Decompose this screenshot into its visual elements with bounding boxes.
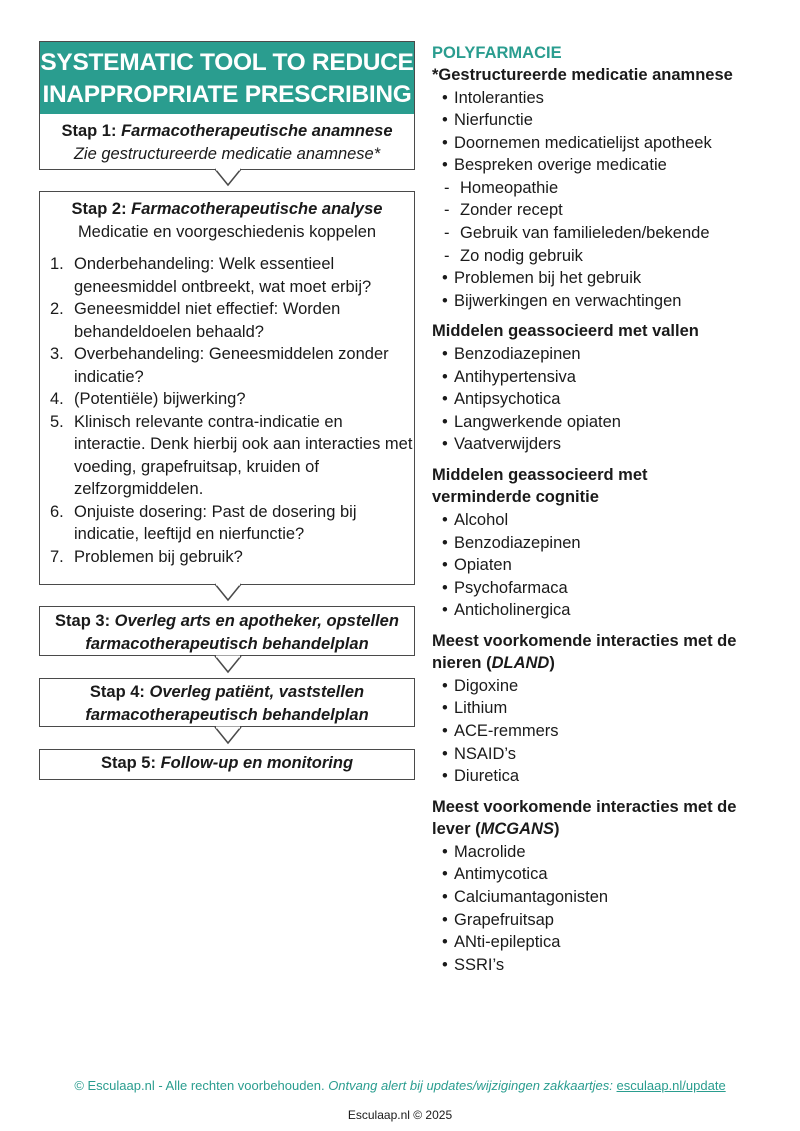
rights-text: © Esculaap.nl - Alle rechten voorbehouden. [74,1078,325,1093]
analysis-checklist [40,253,414,568]
step-5-label: Stap 5: [100,754,156,772]
step-5-title: Follow-up en monitoring [160,754,354,772]
step-4-title-line1: Overleg patiënt, vaststellen [149,683,365,701]
checklist-item: 7. Problemen bij gebruik? [50,547,243,566]
list-item: • Langwerkende opiaten [442,412,621,431]
list-item: • Bijwerkingen en verwachtingen [442,291,682,310]
lever-list [432,841,782,977]
sub-list-item: - Gebruik van familieleden/bekende [444,224,710,243]
sub-list-item: - Zo nodig gebruik [444,246,583,265]
step-4-box [39,678,415,727]
polyfarmacie-panel [432,42,782,976]
step-5-box [39,749,415,780]
step-4-title-line2: farmacotherapeutisch behandelplan [85,705,369,724]
section-label: POLYFARMACIE [432,44,562,62]
checklist-item: 3. Overbehandeling: Geneesmiddelen zonder indicatie? [50,345,389,386]
update-link[interactable]: esculaap.nl/update [616,1078,726,1093]
copyright: Esculaap.nl © 2025 [347,1108,453,1122]
step-2-title: Farmacotherapeutische analyse [131,200,383,218]
cognitie-list [432,509,782,622]
mcgans-acronym: MCGANS [480,820,554,839]
list-item: • Antihypertensiva [442,367,576,386]
list-item: • Calciumantagonisten [442,888,609,907]
cognitie-heading: Middelen geassocieerd met verminderde cognitie [432,465,648,507]
list-item: • Vaatverwijders [442,435,561,454]
nieren-list [432,675,782,788]
step-2-label: Stap 2: [71,200,127,218]
anamnese-list [432,87,782,313]
list-item: • NSAID’s [442,744,517,763]
list-item: • Doornemen medicatielijst apotheek [442,133,712,152]
list-item: • Lithium [442,699,508,718]
step-1-title: Farmacotherapeutische anamnese [121,122,393,140]
list-item: • Benzodiazepinen [442,344,581,363]
step-3-label: Stap 3: [55,612,111,630]
list-item: • Antimycotica [442,865,548,884]
alert-text: Ontvang alert bij updates/wijzigingen zakkaartjes: [328,1078,613,1093]
step-3-box [39,606,415,656]
list-item: • Psychofarmaca [442,578,568,597]
list-item: • Problemen bij het gebruik [442,269,642,288]
sub-list-item: - Homeopathie [444,178,559,197]
checklist-item: 6. Onjuiste dosering: Past de dosering bij indicatie, leeftijd en nierfunctie? [50,502,357,543]
list-item: • Nierfunctie [442,111,533,130]
tool-title [39,41,415,115]
list-item: • Antipsychotica [442,390,561,409]
list-item: • Digoxine [442,676,519,695]
checklist-item: 5. Klinisch relevante contra-indicatie en interactie. Denk hierbij ook aan interacties met voeding, grapefruitsap, kruiden of zelfzorgmiddelen. [50,412,413,498]
checklist-item: 4. (Potentiële) bijwerking? [50,390,246,408]
step-3-title-line2: farmacotherapeutisch behandelplan [85,634,369,653]
list-item: • Macrolide [442,842,526,861]
checklist-item: 2. Geneesmiddel niet effectief: Worden behandeldoelen behaald? [50,300,341,341]
list-item: • Grapefruitsap [442,910,554,929]
list-item: • ACE-remmers [442,722,559,741]
checklist-item: 1. Onderbehandeling: Welk essentieel geneesmiddel ontbreekt, wat moet erbij? [50,255,372,296]
sub-list-item: - Zonder recept [444,201,563,220]
tool-title-line2: INAPPROPRIATE PRESCRIBING [42,81,412,108]
step-2-subtitle: Medicatie en voorgeschiedenis koppelen [77,222,377,241]
footer [0,1077,800,1095]
list-item: • Intoleranties [442,88,544,107]
anamnese-heading: *Gestructureerde medicatie anamnese [432,66,733,84]
list-item: • Bespreken overige medicatie [442,156,667,175]
nieren-heading: Meest voorkomende interacties met de nieren (DLAND) [432,631,737,673]
list-item: • SSRI’s [442,955,505,974]
list-item: • Opiaten [442,556,512,575]
vallen-heading: Middelen geassocieerd met vallen [432,322,699,341]
vallen-list [432,343,782,456]
step-3-title-line1: Overleg arts en apotheker, opstellen [114,612,399,630]
lever-heading: Meest voorkomende interacties met de lever (MCGANS) [432,797,737,839]
step-1-label: Stap 1: [61,122,117,140]
list-item: • Anticholinergica [442,601,571,620]
step-4-label: Stap 4: [89,683,145,701]
step-1-subtitle: Zie gestructureerde medicatie anamnese* [73,144,381,163]
list-item: • Benzodiazepinen [442,533,581,552]
list-item: • ANti-epileptica [442,933,561,952]
step-1-box [39,114,415,170]
tool-title-line1: SYSTEMATIC TOOL TO REDUCE [40,49,414,76]
dland-acronym: DLAND [491,654,550,673]
list-item: • Alcohol [442,510,509,529]
list-item: • Diuretica [442,767,520,786]
step-2-box [39,191,415,585]
